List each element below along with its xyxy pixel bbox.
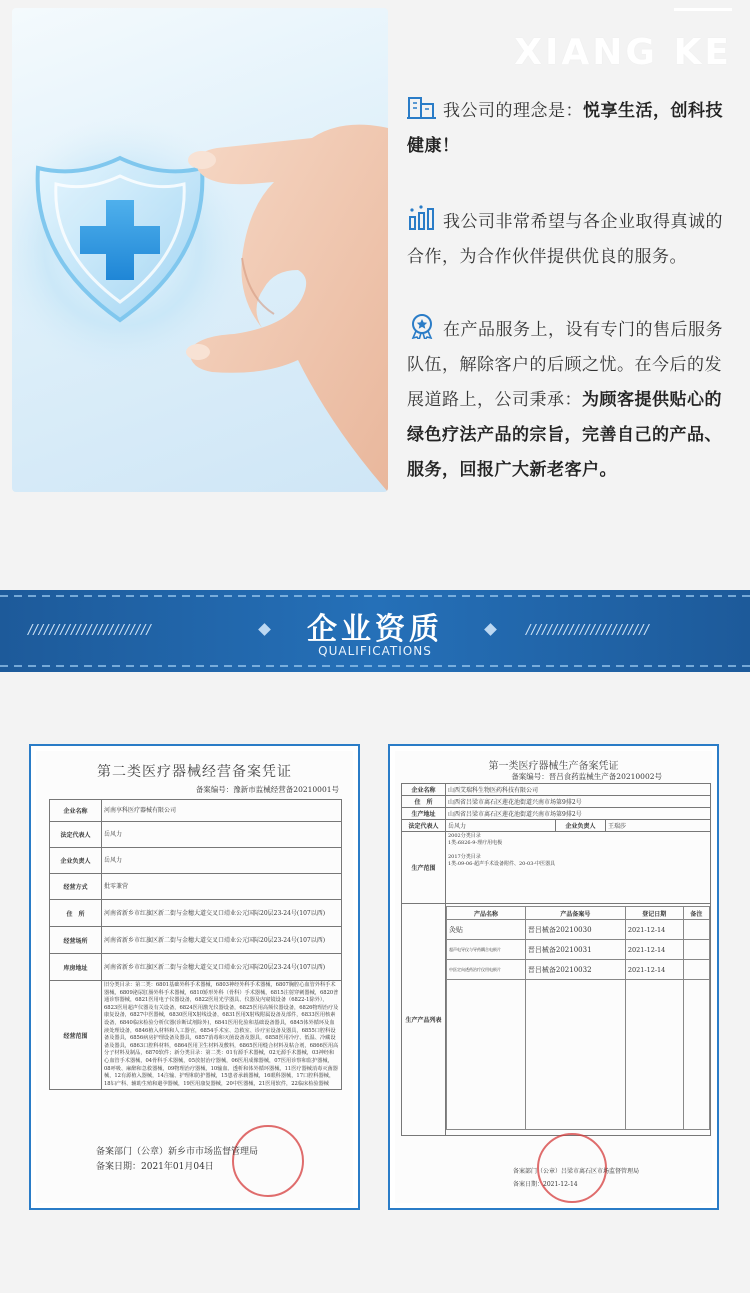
philosophy-text: 我公司的理念是： — [443, 101, 583, 121]
medal-icon — [407, 313, 437, 339]
table-row: 灸贴 晋吕械备20210030 2021-12-14 — [447, 920, 710, 940]
banner-title: 企业资质 — [307, 612, 443, 647]
scope-line: 2017分类目录 — [448, 854, 481, 860]
table-row: 企业名称 山西艾瑞科生物医药科技有限公司 — [402, 784, 711, 796]
hand-shield-photo — [12, 8, 388, 492]
brand-accent-bar — [674, 8, 732, 11]
banner-left-slashes: /////////////////////// — [28, 623, 152, 638]
scope-line: 1类:09-06-超声手术设备附件、20-03-中医器具 — [448, 861, 556, 867]
table-row: 生产范围 2002分类目录 1类:6826-9-理疗用电极 2017分类目录 1类:09-06-超声手术设备附件、20-03-中医器具 — [402, 832, 711, 904]
service-paragraph — [407, 313, 733, 488]
filing-date: 备案日期：2021年01月04日 — [96, 1162, 214, 1172]
certificate-title: 第二类医疗器械经营备案凭证 — [97, 764, 292, 780]
banner-bottom-stripe — [0, 665, 750, 667]
table-row: 超声电导仪与导药耦合电极片 晋吕械备20210031 2021-12-14 — [447, 940, 710, 960]
table-row: 住 所 山西省吕梁市离石区莲花池街道兴南市场第9排2号 — [402, 796, 711, 808]
table-row: 企业名称 河南享科医疗器械有限公司 — [50, 800, 342, 822]
scope-line: 2002分类目录 — [448, 833, 481, 839]
certificates-section — [0, 672, 750, 1293]
table-row: 经营范围 旧分类目录：第二类：6801基础外科手术器械，6803神经外科手术器械，6807胸腔心血管外科手术器械，6809泌尿肛肠外科手术器械，6810矫形外科（骨科）手术器械，6815注射穿刺器械，6820普通诊察器械，6821医用电子仪器设备，6822医用光学器具、仪器及内窥镜设备（6822-1除外），6823医用超声仪器及有关设备，6824医用激光仪器设备，6825医用高频仪器设备，6826物理治疗及康复设备，6827中医器械，6830医用X射线设备，6831医用X射线附属设备及部件，6833医用核素设备，6840临床检验分析仪器(诊断试剂除外)，6841医用化验和基础设备器具，6845体外循环及血液处理设备，6846植入材料和人工器官，6854手术室、急救室、诊疗室设备及器具，6855口腔科设备及器具，6856病房护理设备及器具，6857消毒和灭菌设备及器具，6858医用冷疗、低温、冷藏设备及器具，6863口腔科材料，6864医用卫生材料及敷料，6865医用缝合材料及粘合剂，6866医用高分子材料及制品，6870软件；新分类目录：第二类：01有源手术器械，02无源手术器械，03神经和心血管手术器械，04骨科手术器械，05放射治疗器械，06医用成像器械，07医用诊察和监护器械，08呼吸、麻醉和急救器械，09物理治疗器械，10输血、透析和体外循环器械，11医疗器械消毒灭菌器械，12有源植入器械，14注输、护理和防护器械，15患者承载器械，16眼科器械，17口腔科器械，18妇产科、辅助生殖和避孕器械，19医用康复器械，20中医器械，21医用软件，22临床检验器械 — [50, 981, 342, 1090]
certificate-info-table — [49, 799, 342, 1090]
table-row: 住 所 河南省新乡市红旗区新二街与金穗大道交叉口靖业公元国际20层23-24号(107以西) — [50, 900, 342, 927]
table-row: 法定代表人 岳风力 — [50, 822, 342, 848]
table-row: 中医定向透药治疗仪用电极片 晋吕械备20210032 2021-12-14 — [447, 960, 710, 980]
philosophy-paragraph — [407, 94, 733, 164]
intro-section — [0, 0, 750, 590]
business-filing-certificate — [29, 744, 360, 1210]
brand-watermark: XIANG KE — [514, 32, 732, 73]
banner-top-stripe — [0, 595, 750, 597]
table-row — [447, 980, 710, 1130]
cooperation-text: 我公司非常希望与各企业取得真诚的合作，为合作伙伴提供优良的服务。 — [407, 212, 723, 267]
certificate-info-table — [401, 783, 711, 1136]
banner-subtitle: QUALIFICATIONS — [318, 644, 432, 658]
filing-department: 备案部门（公章）吕梁市离石区市场监督管理局 — [513, 1168, 640, 1175]
philosophy-bold-text: 悦享生活，创科技健康！ — [407, 101, 723, 156]
table-row: 企业负责人 岳风力 — [50, 848, 342, 874]
production-filing-certificate — [388, 744, 719, 1210]
qualifications-banner — [0, 590, 750, 672]
table-row: 生产地址 山西省吕梁市离石区莲花池街道兴南市场第9排2号 — [402, 808, 711, 820]
filing-date: 备案日期：2021-12-14 — [513, 1181, 578, 1188]
building-icon — [407, 94, 437, 120]
cooperation-paragraph — [407, 205, 733, 275]
table-row: 法定代表人 岳风力 企业负责人 王瑞莎 — [402, 820, 711, 832]
growth-chart-icon — [407, 205, 437, 231]
filing-department: 备案部门（公章）新乡市市场监督管理局 — [96, 1147, 259, 1157]
certificate-paper — [395, 751, 712, 1203]
table-row: 经营场所 河南省新乡市红旗区新二街与金穗大道交叉口靖业公元国际20层23-24号(107以西) — [50, 927, 342, 954]
certificate-number: 备案编号：晋吕食药监械生产备20210002号 — [511, 772, 662, 781]
table-row: 库房地址 河南省新乡市红旗区新二街与金穗大道交叉口靖业公元国际20层23-24号(107以西) — [50, 954, 342, 981]
table-header-row: 产品名称 产品备案号 登记日期 备注 — [447, 907, 710, 920]
scope-line: 1类:6826-9-理疗用电极 — [448, 840, 503, 846]
product-list-table — [446, 906, 710, 1130]
certificate-number: 备案编号：豫新市监械经营备20210001号 — [195, 785, 339, 794]
service-bold-text: 为顾客提供贴心的绿色疗法产品的宗旨，完善自己的产品、服务，回报广大新老客户。 — [407, 390, 722, 480]
certificate-paper — [36, 751, 353, 1203]
table-row: 经营方式 批零兼营 — [50, 874, 342, 900]
certificate-title: 第一类医疗器械生产备案凭证 — [488, 761, 619, 772]
hand-holding-shield-illustration — [12, 8, 388, 492]
official-seal — [232, 1125, 304, 1197]
banner-right-slashes: /////////////////////// — [526, 623, 650, 638]
service-text: 在产品服务上，设有专门的售后服务队伍，解除客户的后顾之忧。在今后的发展道路上，公司秉承： — [407, 320, 723, 410]
table-row: 生产产品列表 产品名称 产品备案号 登记日期 备注 灸贴 晋吕械备20210030 2021-12-14 超声电导仪与导药耦合电极片 晋吕械备20210031 2021-12-14 中医定向透药治疗仪用电极片 晋吕械备20210032 2021-12-14 — [402, 904, 711, 1136]
scope-line — [448, 847, 708, 854]
